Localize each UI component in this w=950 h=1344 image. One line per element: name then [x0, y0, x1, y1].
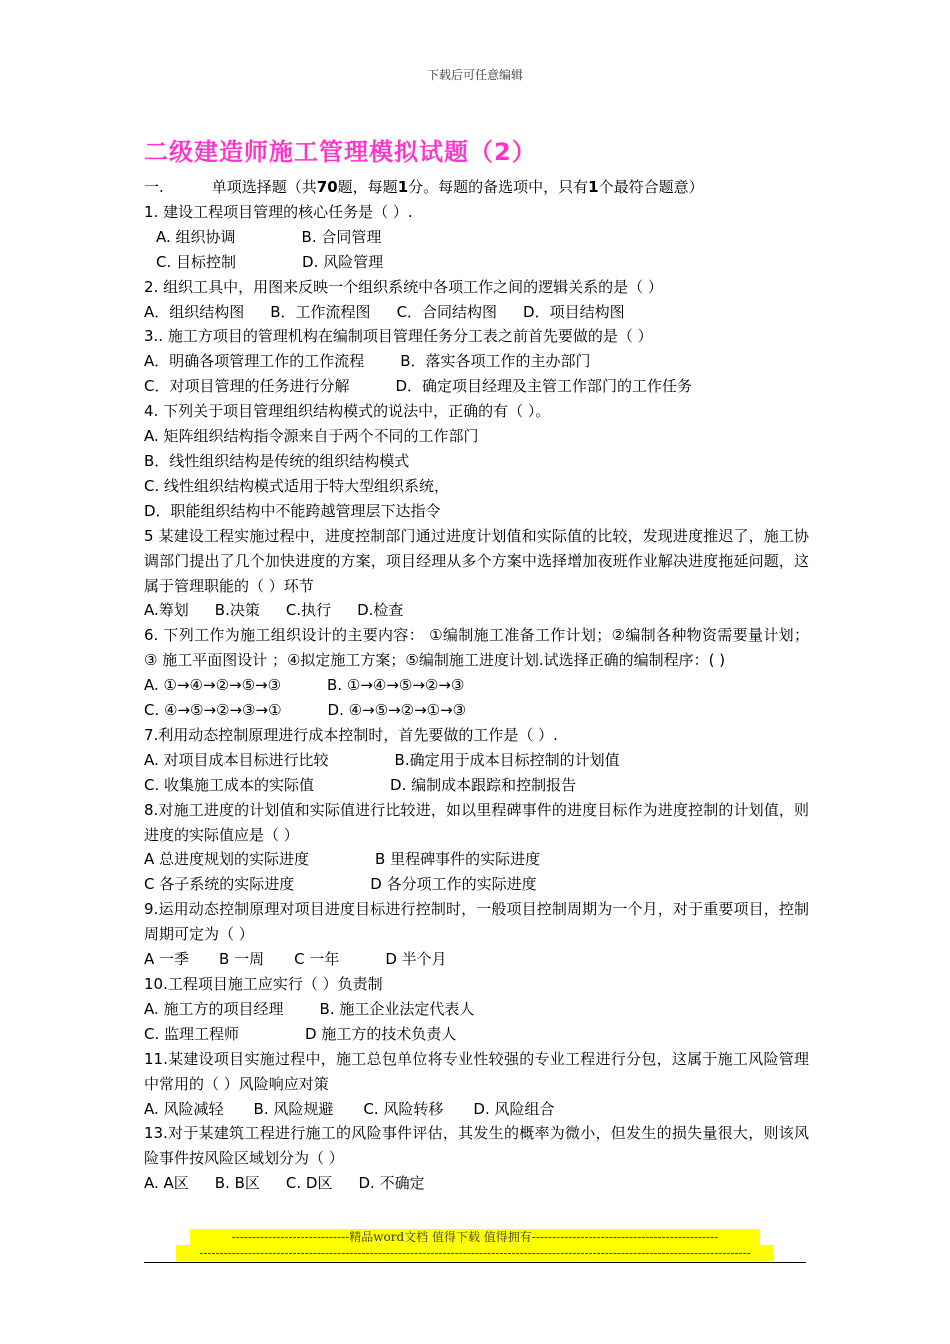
- option: C. 目标控制: [156, 252, 237, 271]
- section-heading: [144, 175, 809, 200]
- option: A.筹划: [144, 601, 189, 620]
- option: D 施工方的技术负责人: [305, 1024, 457, 1043]
- options-row: [144, 748, 809, 773]
- option: B．工作流程图: [270, 302, 371, 321]
- option: A. 对项目成本目标进行比较: [144, 750, 329, 769]
- options-row: [144, 1171, 809, 1196]
- option: A. 组织协调: [156, 227, 236, 246]
- option: D. 不确定: [358, 1174, 425, 1193]
- section-text: 题，每题: [337, 178, 398, 196]
- options-row: [144, 1097, 809, 1122]
- options-row: [144, 349, 809, 374]
- option: A．组织结构图: [144, 302, 245, 321]
- option: B.确定用于成本目标控制的计划值: [394, 750, 620, 769]
- footer-banner: -----------------------------精品word文档 值得下载 值得拥有----------------------------------------------: [190, 1229, 760, 1245]
- page-header: 下载后可任意编辑: [426, 68, 523, 82]
- option: B. 风险规避: [253, 1099, 334, 1118]
- option: C. 收集施工成本的实际值: [144, 775, 315, 794]
- option: C. D区: [285, 1174, 333, 1193]
- section-one: 1: [588, 178, 599, 196]
- question-9: 9.运用动态控制原理对项目进度目标进行控制时，一般项目控制周期为一个月，对于重要项目，控制周期可定为（ ）: [144, 900, 809, 944]
- question-6: 6. 下列工作为施工组织设计的主要内容： ①编制施工准备工作计划；②编制各种物资需要量计划； ③ 施工平面图设计 ；④拟定施工方案；⑤编制施工进度计划.试选择正确的编制程序：( ): [144, 626, 809, 670]
- question-13: 13.对于某建筑工程进行施工的风险事件评估，其发生的概率为微小，但发生的损失量很大，则该风险事件按风险区域划分为（ ）: [144, 1124, 809, 1168]
- option: B 一周: [219, 950, 265, 969]
- section-number: 一.: [144, 178, 164, 196]
- option: C．对项目管理的任务进行分解: [144, 377, 350, 396]
- option: B.决策: [214, 601, 260, 620]
- question-5: 5 某建设工程实施过程中，进度控制部门通过进度计划值和实际值的比较，发现进度推迟了，施工协调部门提出了几个加快进度的方案，项目经理从多个方案中选择增加夜班作业解决进度拖延问题，这属于管理职能的（ ）环节: [144, 526, 809, 595]
- option: B．落实各项工作的主办部门: [400, 352, 591, 371]
- option: A 总进度规划的实际进度: [144, 850, 310, 869]
- question-11: 11.某建设项目实施过程中，施工总包单位将专业性较强的专业工程进行分包，这属于施工风险管理中常用的（ ）风险响应对策: [144, 1049, 809, 1093]
- options-row: [144, 997, 809, 1022]
- option: D. 风险组合: [473, 1099, 555, 1118]
- option: D. ④→⑤→②→①→③: [327, 701, 467, 720]
- section-text: 分。每题的备选项中，只有: [408, 178, 589, 196]
- options-row: [144, 300, 809, 325]
- options-row: [144, 673, 809, 698]
- question-3: 3.. 施工方项目的管理机构在编制项目管理任务分工表之前首先要做的是（ ）: [144, 327, 653, 346]
- options-row: [144, 374, 809, 399]
- option: D. 风险管理: [302, 252, 384, 271]
- option: B. ①→④→⑤→②→③: [327, 676, 465, 695]
- page-title: 二级建造师施工管理模拟试题（2）: [144, 138, 537, 166]
- option: D．项目结构图: [523, 302, 625, 321]
- option: C 各子系统的实际进度: [144, 875, 295, 894]
- option: D．职能组织结构中不能跨越管理层下达指令: [144, 501, 441, 520]
- options-row: [144, 598, 809, 623]
- option: B. 合同管理: [301, 227, 382, 246]
- question-4: 4. 下列关于项目管理组织结构模式的说法中，正确的有（ ）。: [144, 402, 551, 421]
- option: A．明确各项管理工作的工作流程: [144, 352, 365, 371]
- option: A. 施工方的项目经理: [144, 999, 284, 1018]
- option: D.检查: [357, 601, 404, 620]
- option: C. ④→⑤→②→③→①: [144, 701, 282, 720]
- option: C 一年: [294, 950, 340, 969]
- option: C. 风险转移: [363, 1099, 444, 1118]
- question-1: 1. 建设工程项目管理的核心任务是（ ）.: [144, 202, 413, 221]
- option: D. 编制成本跟踪和控制报告: [390, 775, 577, 794]
- option: B 里程碑事件的实际进度: [375, 850, 541, 869]
- question-8: 8.对施工进度的计划值和实际值进行比较进，如以里程碑事件的进度目标作为进度控制的计划值，则进度的实际值应是（ ）: [144, 800, 809, 844]
- section-count: 70: [316, 178, 338, 196]
- options-row: [144, 773, 809, 798]
- option: C.执行: [285, 601, 332, 620]
- question-2: 2. 组织工具中，用图来反映一个组织系统中各项工作之间的逻辑关系的是（ ）: [144, 277, 663, 296]
- footer-rule: [144, 1262, 806, 1263]
- option: C．合同结构图: [396, 302, 498, 321]
- option: C. 监理工程师: [144, 1024, 240, 1043]
- section-score: 1: [397, 178, 409, 196]
- option: B. 施工企业法定代表人: [319, 999, 475, 1018]
- question-10: 10.工程项目施工应实行（ ）负责制: [144, 975, 383, 993]
- option: C. 线性组织结构模式适用于特大型组织系统，: [144, 476, 450, 495]
- document-body: [144, 175, 809, 1196]
- option: A. 矩阵组织结构指令源来自于两个不同的工作部门: [144, 427, 479, 446]
- option: B．线性组织结构是传统的组织结构模式: [144, 451, 410, 470]
- option: A. ①→④→②→⑤→③: [144, 676, 282, 695]
- option: B. B区: [214, 1174, 260, 1193]
- option: D 半个月: [385, 950, 447, 969]
- option: A. 风险减轻: [144, 1099, 224, 1118]
- footer-dashes: ----------------------------------------------------------------------------------------------------------------------------------------: [176, 1245, 774, 1261]
- section-text: 个最符合题意）: [598, 178, 704, 196]
- options-row: [144, 872, 809, 897]
- options-row: [144, 947, 809, 972]
- section-text: 单项选择题（共: [211, 178, 317, 196]
- option: A 一季: [144, 950, 190, 969]
- options-row: [144, 698, 809, 723]
- options-row: [144, 225, 809, 250]
- option: D 各分项工作的实际进度: [370, 875, 537, 894]
- option: A. A区: [144, 1174, 189, 1193]
- options-row: [144, 250, 809, 275]
- question-7: 7.利用动态控制原理进行成本控制时，首先要做的工作是（ ）.: [144, 725, 558, 744]
- options-row: [144, 847, 809, 872]
- options-row: [144, 1022, 809, 1047]
- option: D．确定项目经理及主管工作部门的工作任务: [395, 377, 693, 396]
